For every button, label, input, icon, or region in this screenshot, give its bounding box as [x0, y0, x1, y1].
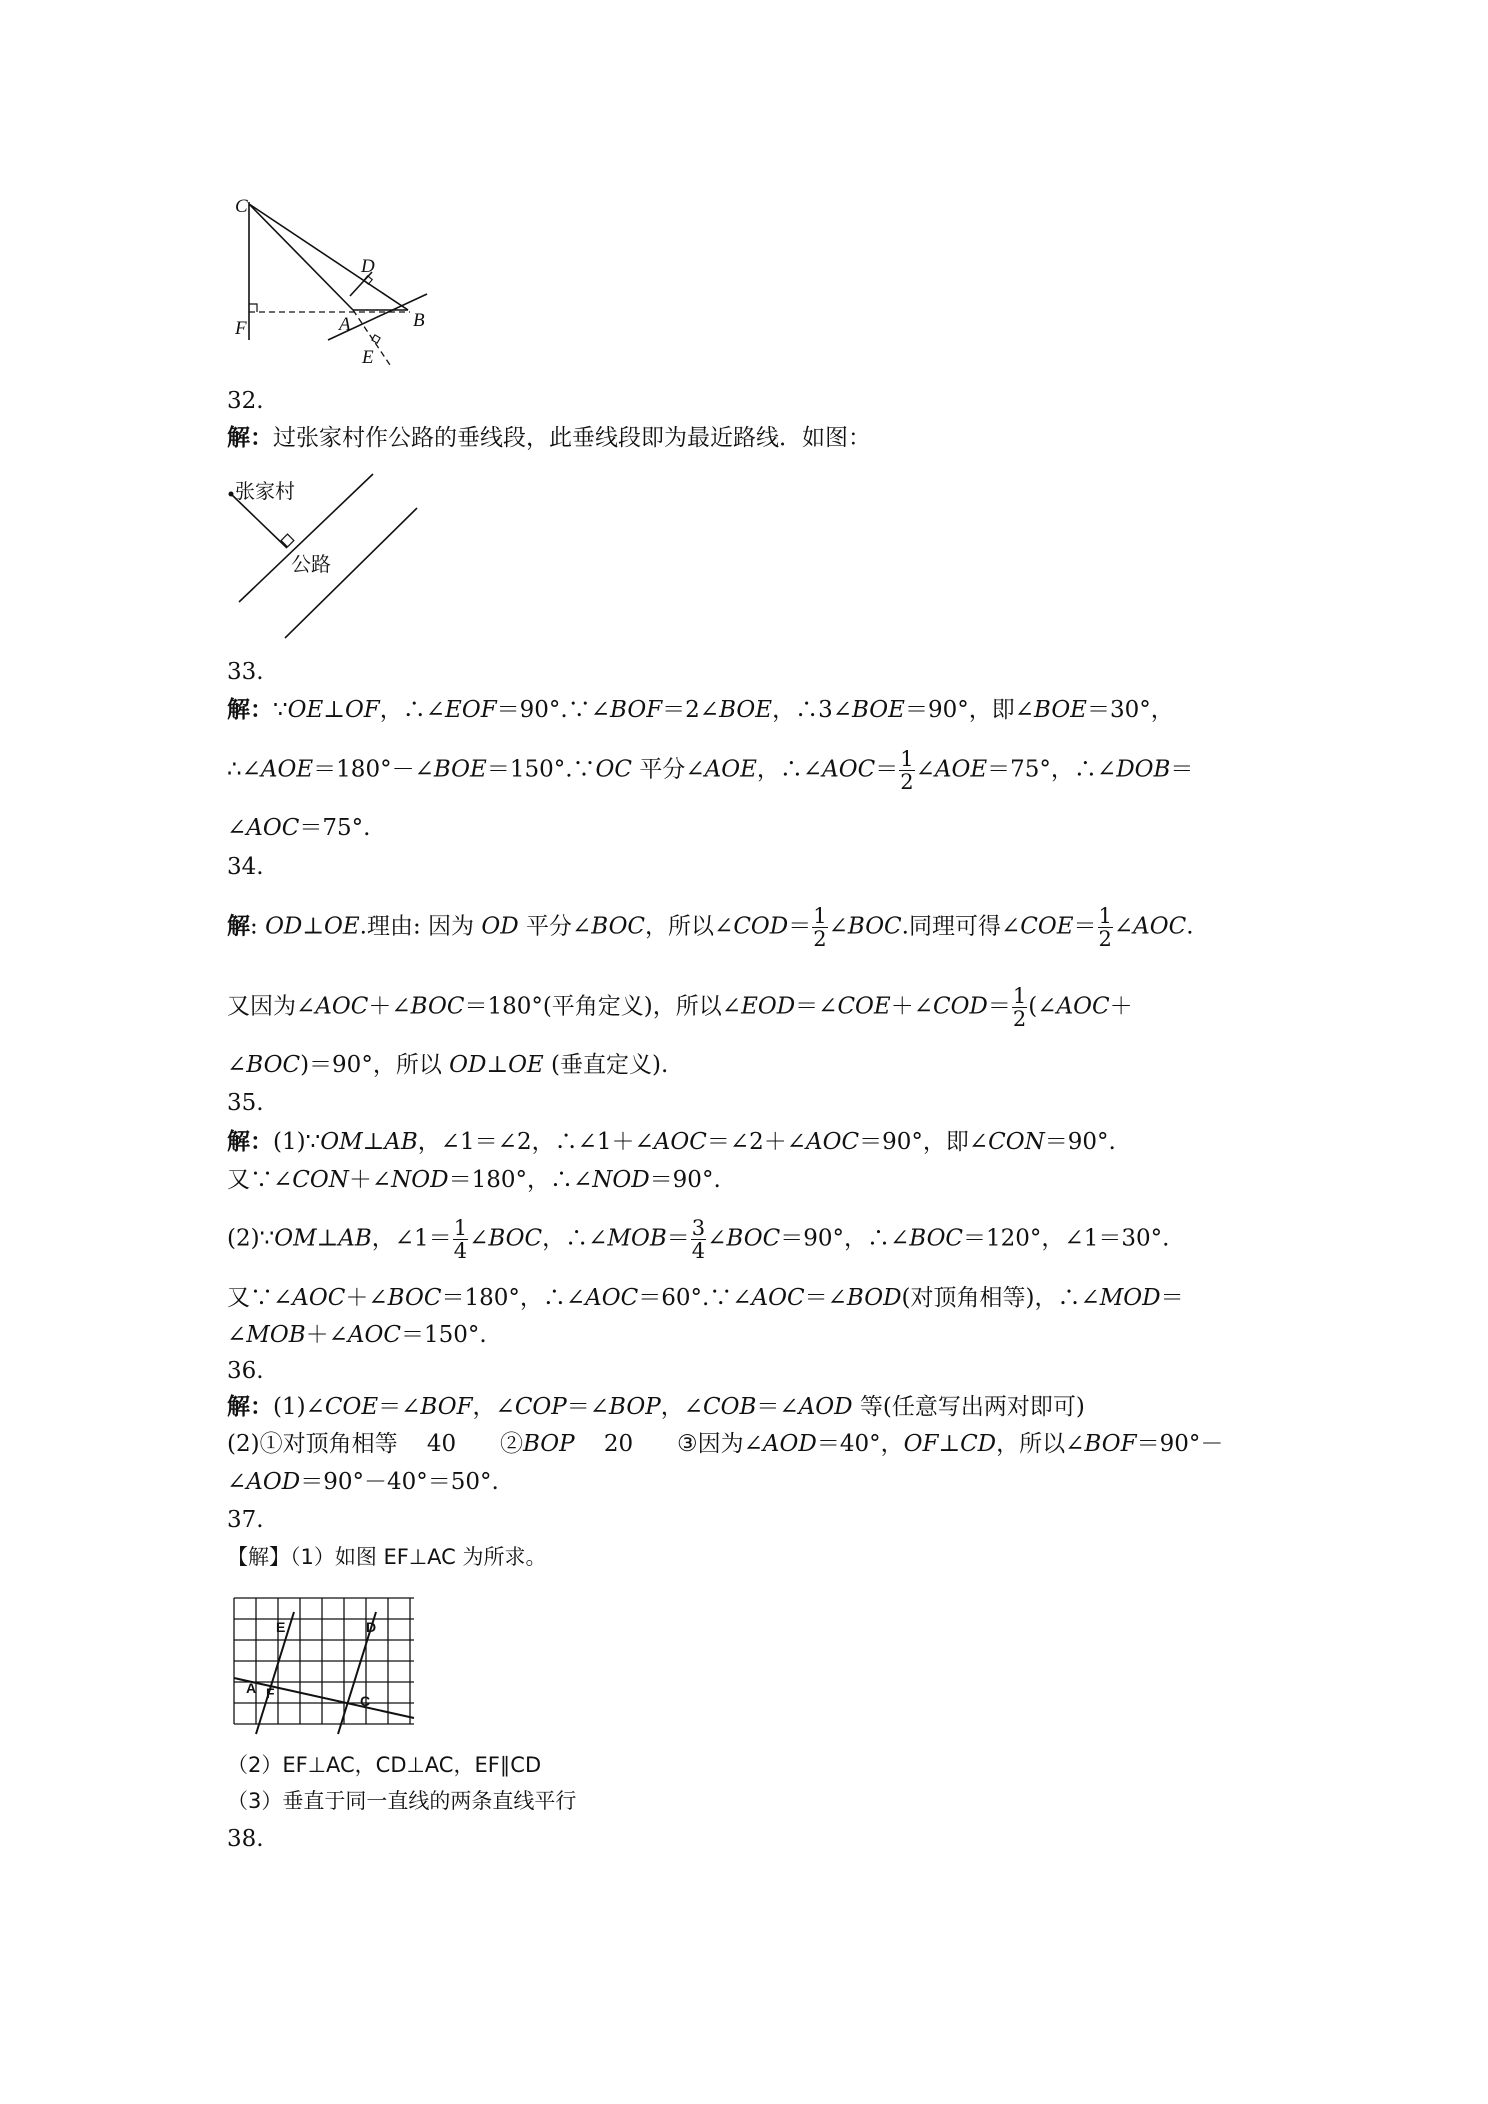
label-c: C — [235, 196, 248, 217]
q33-line1: 解：∵OE⊥OF，∴∠EOF＝90°.∵∠BOF＝2∠BOE，∴3∠BOE＝90°，即∠BOE＝30°， — [227, 696, 1174, 723]
grid-label-c: C — [360, 1693, 371, 1709]
fraction-one-half: $\frac{1}{2}$ — [1098, 904, 1112, 951]
fraction-one-quarter: $\frac{1}{4}$ — [453, 1216, 468, 1263]
q38-number: 38. — [227, 1826, 264, 1852]
label-f: F — [235, 318, 247, 339]
fraction-one-half: $\frac{1}{2}$ — [813, 904, 827, 951]
label-a: A — [339, 314, 351, 335]
q37-line2: （2）EF⊥AC，CD⊥AC，EF∥CD — [227, 1753, 542, 1777]
village-label: 张家村 — [235, 479, 295, 503]
q36-line2: (2)①对顶角相等 40 ②BOP 20 ③因为∠AOD＝40°，OF⊥CD，所以∠BOF＝90°－ — [227, 1431, 1224, 1457]
q33-line2: ∴∠AOE＝180°－∠BOE＝150°.∵OC 平分∠AOE，∴∠AOC＝ $\frac{1}{2}$ ∠AOE＝75°，∴∠DOB＝ — [227, 747, 1194, 794]
q35-number: 35. — [227, 1090, 264, 1116]
q35-line1: 解：(1)∵OM⊥AB，∠1＝∠2，∴∠1＋∠AOC＝∠2＋∠AOC＝90°，即∠CON＝90°. — [227, 1128, 1116, 1155]
q36-number: 36. — [227, 1358, 264, 1384]
q34-line3: ∠BOC)＝90°，所以 OD⊥OE (垂直定义). — [227, 1052, 669, 1078]
label-e: E — [362, 347, 374, 368]
grid-label-f: F — [266, 1685, 275, 1701]
q33-line3: ∠AOC＝75°. — [227, 815, 371, 841]
grid-figure — [230, 1594, 420, 1744]
q37-line3: （3）垂直于同一直线的两条直线平行 — [227, 1789, 577, 1813]
q32-solution: 解：过张家村作公路的垂线段，此垂线段即为最近路线．如图： — [227, 424, 871, 451]
grid-label-e: E — [276, 1619, 286, 1635]
q33-number: 33. — [227, 659, 264, 685]
q35-line2: 又∵∠CON＋∠NOD＝180°，∴∠NOD＝90°. — [227, 1167, 721, 1193]
road-figure — [225, 468, 425, 648]
grid-label-a: A — [246, 1680, 257, 1696]
q35-line4: 又∵∠AOC＋∠BOC＝180°，∴∠AOC＝60°.∵∠AOC＝∠BOD(对顶角相等)，∴∠MOD＝ — [227, 1285, 1184, 1311]
q37-number: 37. — [227, 1507, 264, 1533]
q36-line3: ∠AOD＝90°－40°＝50°. — [227, 1469, 499, 1495]
fraction-one-half: $\frac{1}{2}$ — [900, 747, 914, 794]
q35-line5: ∠MOB＋∠AOC＝150°. — [227, 1322, 487, 1348]
q34-line2: 又因为∠AOC＋∠BOC＝180°(平角定义)，所以∠EOD＝∠COE＋∠COD＝ $\frac{1}{2}$ (∠AOC＋ — [227, 984, 1133, 1031]
fraction-three-quarters: $\frac{3}{4}$ — [691, 1216, 706, 1263]
grid-label-d: D — [366, 1619, 377, 1635]
q34-line1: 解: OD⊥OE.理由: 因为 OD 平分∠BOC，所以∠COD＝ $\frac{1}{2}$ ∠BOC.同理可得∠COE＝ $\frac{1}{2}$ ∠AOC. — [227, 904, 1194, 951]
fraction-one-half: $\frac{1}{2}$ — [1012, 984, 1027, 1031]
geometry-figure-top — [225, 190, 455, 380]
road-label: 公路 — [291, 552, 331, 576]
q34-number: 34. — [227, 854, 264, 880]
q32-number: 32. — [227, 388, 264, 414]
label-b: B — [413, 310, 425, 331]
q35-line3: (2)∵OM⊥AB，∠1＝ $\frac{1}{4}$ ∠BOC，∴∠MOB＝ $\frac{3}{4}$ ∠BOC＝90°，∴∠BOC＝120°，∠1＝30°. — [227, 1216, 1170, 1263]
q37-line1: 【解】（1）如图 EF⊥AC 为所求。 — [227, 1545, 547, 1569]
q36-line1: 解：(1)∠COE＝∠BOF，∠COP＝∠BOP，∠COB＝∠AOD 等(任意写出两对即可) — [227, 1393, 1085, 1420]
label-d: D — [361, 256, 375, 277]
